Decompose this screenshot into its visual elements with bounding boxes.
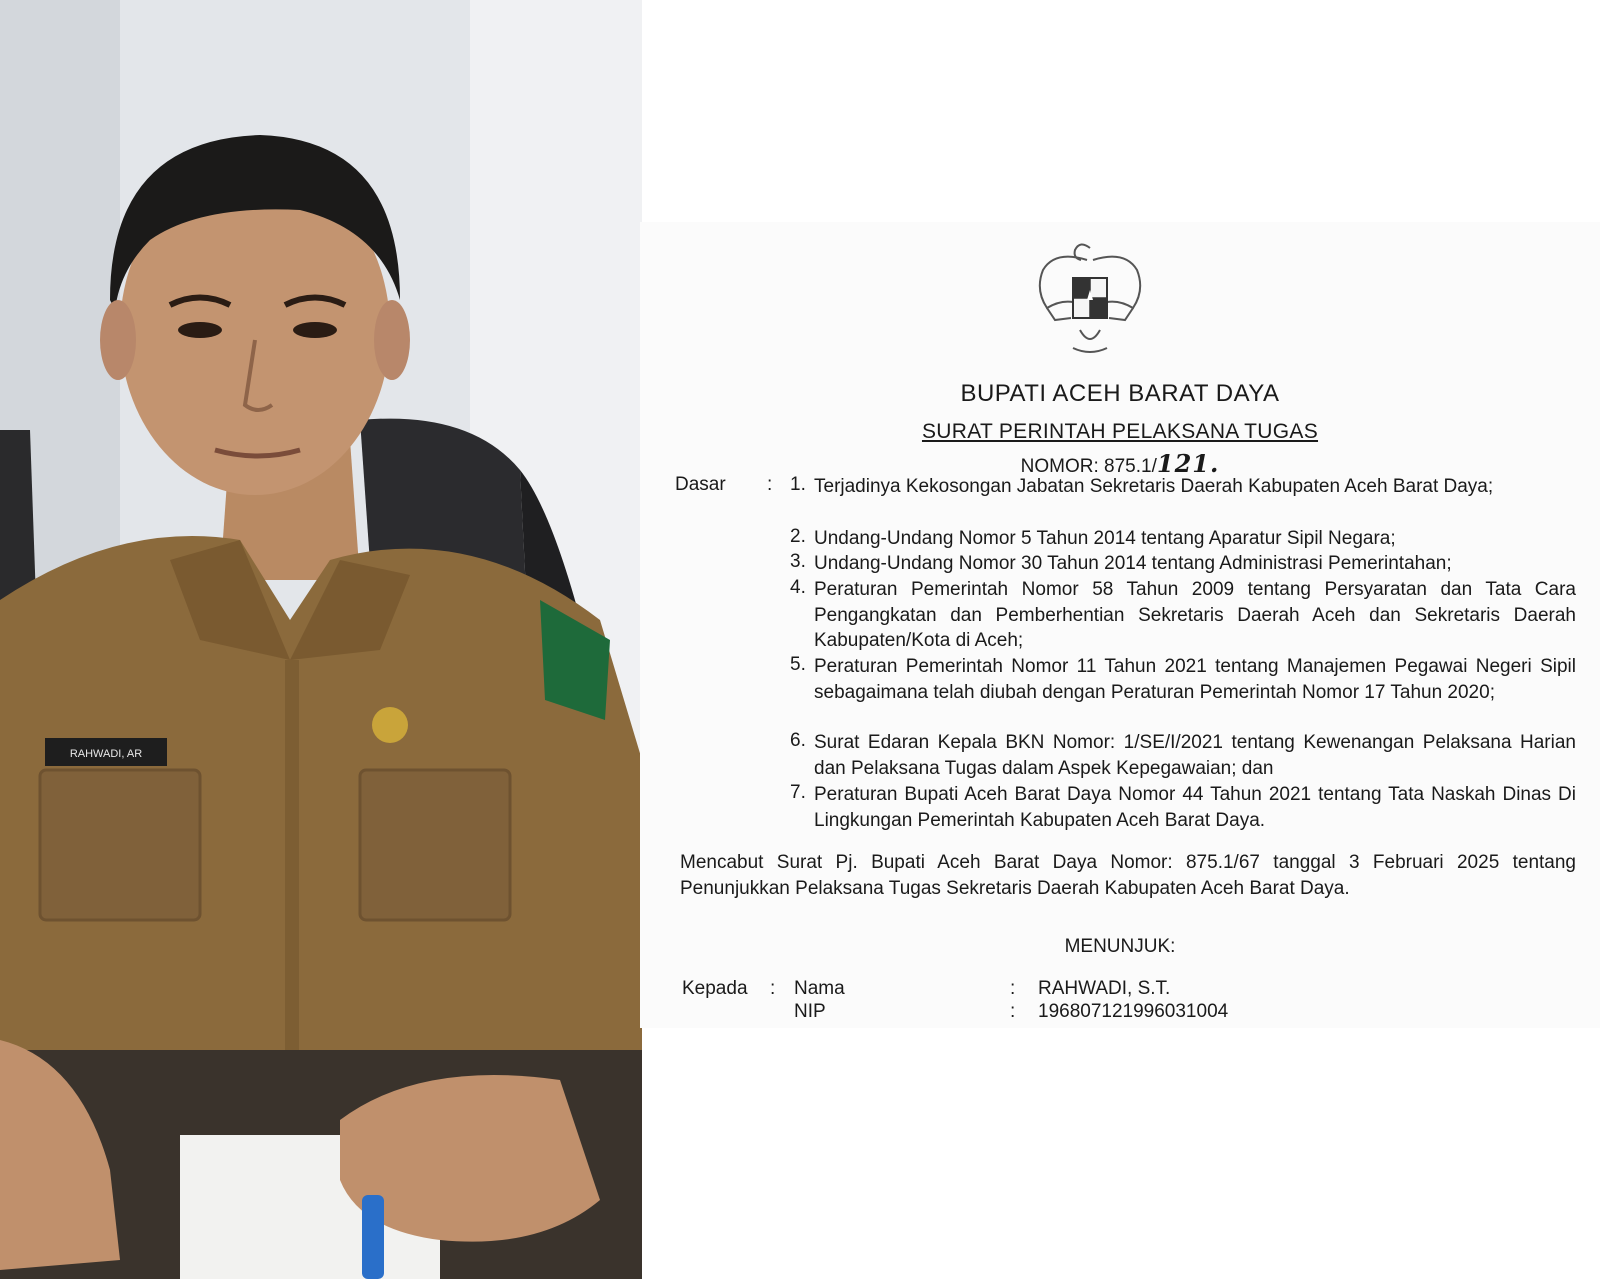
to-label: Kepada bbox=[682, 978, 748, 999]
basis-item-text: Surat Edaran Kepala BKN Nomor: 1/SE/I/2021 tentang Kewenangan Pelaksana Harian dan Pelaksana Tugas dalam Aspek Kepegawaian; dan bbox=[814, 732, 1576, 779]
basis-item-text: Undang-Undang Nomor 5 Tahun 2014 tentang Aparatur Sipil Negara; bbox=[814, 528, 1396, 549]
field-value: RAHWADI, S.T. bbox=[1038, 978, 1171, 999]
document-heading: BUPATI ACEH BARAT DAYA bbox=[960, 380, 1280, 407]
to-colon: : bbox=[770, 978, 776, 999]
field-label: Nama bbox=[794, 978, 845, 999]
appoint-heading: MENUNJUK: bbox=[1064, 936, 1176, 957]
basis-colon: : bbox=[767, 474, 773, 495]
basis-item-text: Peraturan Bupati Aceh Barat Daya Nomor 44 Tahun 2021 tentang Tata Naskah Dinas Di Lingkungan Pemerintah Kabupaten Aceh Barat Daya. bbox=[814, 784, 1576, 831]
basis-item-number: 6. bbox=[790, 730, 806, 751]
field-colon: : bbox=[1010, 1001, 1016, 1022]
basis-label: Dasar bbox=[675, 474, 726, 495]
basis-item-number: 1. bbox=[790, 474, 806, 495]
basis-item-text: Peraturan Pemerintah Nomor 58 Tahun 2009 tentang Persyaratan dan Tata Cara Pengangkatan dan Pemberhentian Sekretaris Daerah Aceh dan Sekretaris Daerah Kabupaten/Kota di Aceh; bbox=[814, 579, 1576, 651]
field-value: 196807121996031004 bbox=[1038, 1001, 1229, 1022]
basis-item-text: Terjadinya Kekosongan Jabatan Sekretaris Daerah Kabupaten Aceh Barat Daya; bbox=[814, 476, 1494, 497]
revocation-paragraph: Mencabut Surat Pj. Bupati Aceh Barat Daya Nomor: 875.1/67 tanggal 3 Februari 2025 tentang Penunjukkan Pelaksana Tugas Sekretaris Daerah Kabupaten Aceh Barat Daya. bbox=[680, 852, 1576, 899]
official-portrait-photo bbox=[0, 0, 642, 1279]
basis-item-number: 4. bbox=[790, 577, 806, 598]
basis-item-number: 2. bbox=[790, 526, 806, 547]
portrait-illustration bbox=[0, 0, 642, 1279]
field-label: NIP bbox=[794, 1001, 826, 1022]
name-tag-text: RAHWADI, AR bbox=[69, 748, 143, 760]
official-letter bbox=[640, 222, 1600, 1028]
basis-item-number: 7. bbox=[790, 782, 806, 803]
basis-item-number: 5. bbox=[790, 654, 806, 675]
field-colon: : bbox=[1010, 978, 1016, 999]
basis-item-number: 3. bbox=[790, 551, 806, 572]
basis-item-text: Peraturan Pemerintah Nomor 11 Tahun 2021 tentang Manajemen Pegawai Negeri Sipil sebagaimana telah diubah dengan Peraturan Pemerintah Nomor 17 Tahun 2020; bbox=[814, 656, 1576, 703]
basis-item-text: Undang-Undang Nomor 30 Tahun 2014 tentang Administrasi Pemerintahan; bbox=[814, 553, 1452, 574]
handwritten-number: 121. bbox=[1156, 449, 1220, 478]
garuda-emblem-icon bbox=[1025, 230, 1155, 360]
number-prefix: NOMOR: 875.1/ bbox=[1020, 456, 1157, 477]
document-subtitle: SURAT PERINTAH PELAKSANA TUGAS bbox=[921, 420, 1319, 443]
